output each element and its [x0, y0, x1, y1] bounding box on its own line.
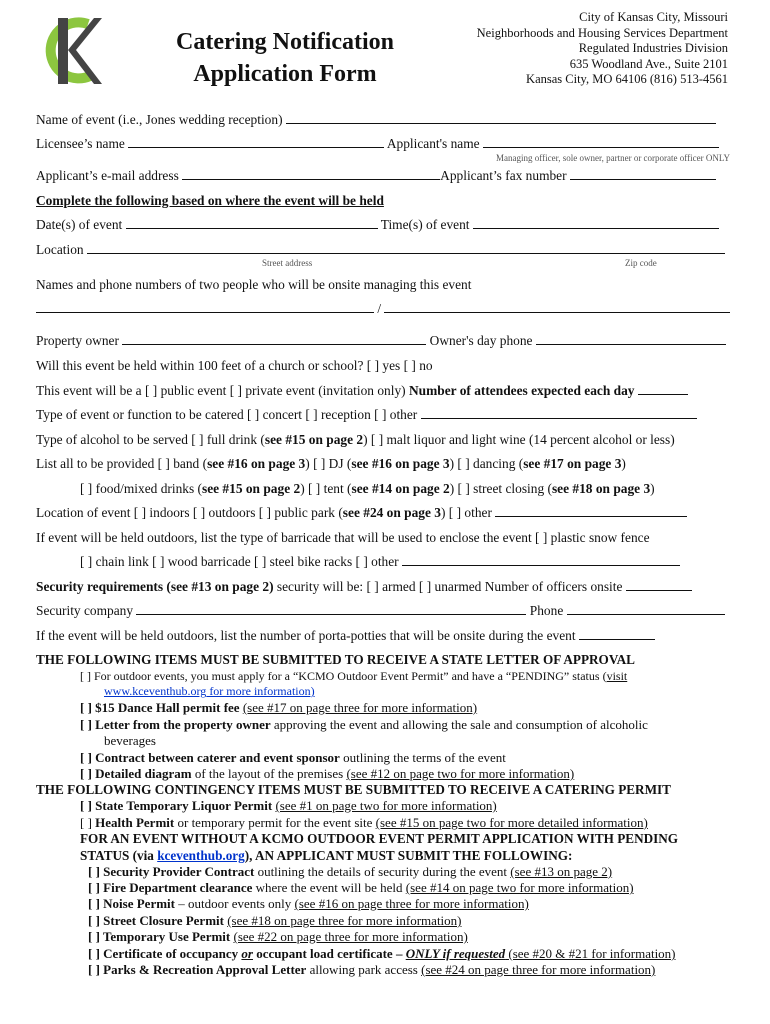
- diagram-item[interactable]: [ ] Detailed diagram of the layout of the premises (see #12 on page two for more information): [80, 766, 575, 781]
- state-letter-heading: THE FOLLOWING ITEMS MUST BE SUBMITTED TO RECEIVE A STATE LETTER OF APPROVAL: [36, 652, 635, 667]
- owner-letter-item[interactable]: [ ] Letter from the property owner approving the event and allowing the sale and consumption of alcoholic: [80, 717, 648, 732]
- without-permit-heading-2: STATUS (via kceventhub.org), AN APPLICANT MUST SUBMIT THE FOLLOWING:: [80, 848, 573, 863]
- outdoor-permit-note-cont: www.kceventhub.org for more information): [104, 684, 315, 698]
- property-owner-row[interactable]: Property owner Owner's day phone: [36, 333, 726, 349]
- contingency-heading: THE FOLLOWING CONTINGENCY ITEMS MUST BE SUBMITTED TO RECEIVE A CATERING PERMIT: [36, 782, 671, 797]
- form-title: Catering Notification Application Form: [176, 29, 394, 87]
- managers-field[interactable]: /: [36, 301, 730, 317]
- liquor-permit-item[interactable]: [ ] State Temporary Liquor Permit (see #1 on page two for more information): [80, 798, 497, 813]
- contract-item[interactable]: [ ] Contract between caterer and event sponsor outlining the terms of the event: [80, 750, 506, 765]
- location-heading: Complete the following based on where the event will be held: [36, 193, 384, 208]
- provided-row-1[interactable]: List all to be provided [ ] band (see #16 on page 3) [ ] DJ (see #16 on page 3) [ ] dancing (see #17 on page 3): [36, 456, 626, 471]
- licensee-row[interactable]: Licensee’s name Applicant's name: [36, 136, 719, 152]
- provided-row-2[interactable]: [ ] food/mixed drinks (see #15 on page 2) [ ] tent (see #14 on page 2) [ ] street closing (see #18 on page 3): [80, 481, 655, 496]
- barricade-row-2[interactable]: [ ] chain link [ ] wood barricade [ ] steel bike racks [ ] other: [80, 554, 680, 570]
- security-company-row[interactable]: Security company Phone: [36, 603, 725, 619]
- barricade-row[interactable]: If event will be held outdoors, list the type of barricade that will be used to enclose the event [ ] plastic snow fence: [36, 530, 650, 545]
- security-row[interactable]: Security requirements (see #13 on page 2) security will be: [ ] armed [ ] unarmed Number of officers onsite: [36, 579, 692, 595]
- alcohol-type-row[interactable]: Type of alcohol to be served [ ] full drink (see #15 on page 2) [ ] malt liquor and light wine (14 percent alcohol or less): [36, 432, 675, 447]
- department-address: City of Kansas City, Missouri Neighborhoods and Housing Services Department Regulated Industries Division 635 Woodland Ave., Suite 2101 Kansas City, MO 64106 (816) 513-4561: [476, 10, 728, 86]
- managers-label: Names and phone numbers of two people who will be onsite managing this event: [36, 277, 472, 292]
- event-name-field[interactable]: Name of event (i.e., Jones wedding reception): [36, 112, 716, 128]
- date-time-row[interactable]: Date(s) of event Time(s) of event: [36, 217, 719, 233]
- zip-code-label: Zip code: [625, 258, 657, 268]
- street-address-label: Street address: [262, 258, 313, 268]
- noise-permit-item[interactable]: [ ] Noise Permit – outdoor events only (see #16 on page three for more information): [88, 896, 529, 911]
- fire-clearance-item[interactable]: [ ] Fire Department clearance where the event will be held (see #14 on page two for more information): [88, 880, 634, 895]
- occupancy-item[interactable]: [ ] Certificate of occupancy or occupant load certificate – ONLY if requested (see #20 & #21 for information): [88, 946, 676, 961]
- health-permit-item[interactable]: [ ] Health Permit or temporary permit for the event site (see #15 on page two for more detailed information): [80, 815, 648, 830]
- function-type-row[interactable]: Type of event or function to be catered [ ] concert [ ] reception [ ] other: [36, 407, 697, 423]
- parks-approval-item[interactable]: [ ] Parks & Recreation Approval Letter allowing park access (see #24 on page three for more information): [88, 962, 656, 977]
- owner-letter-cont: beverages: [104, 733, 156, 748]
- without-permit-heading: FOR AN EVENT WITHOUT A KCMO OUTDOOR EVENT PERMIT APPLICATION WITH PENDING: [80, 831, 679, 846]
- porta-potties-row[interactable]: If the event will be held outdoors, list the number of porta-potties that will be onsite during the event: [36, 628, 655, 644]
- street-closure-item[interactable]: [ ] Street Closure Permit (see #18 on page three for more information): [88, 913, 462, 928]
- security-contract-item[interactable]: [ ] Security Provider Contract outlining the details of security during the event (see #13 on page 2): [88, 864, 613, 879]
- kceventhub-link[interactable]: www.kceventhub.org: [104, 684, 207, 698]
- temporary-use-item[interactable]: [ ] Temporary Use Permit (see #22 on page three for more information): [88, 929, 468, 944]
- applicant-note: Managing officer, sole owner, partner or corporate officer ONLY: [496, 153, 730, 163]
- dance-hall-fee-item[interactable]: [ ] $15 Dance Hall permit fee (see #17 on page three for more information): [80, 700, 478, 715]
- event-type-row[interactable]: This event will be a [ ] public event [ ] private event (invitation only) Number of attendees expected each day: [36, 383, 688, 399]
- email-row[interactable]: Applicant’s e-mail address Applicant’s fax number: [36, 168, 716, 184]
- kc-logo: [36, 14, 104, 86]
- event-location-row[interactable]: Location of event [ ] indoors [ ] outdoors [ ] public park (see #24 on page 3) [ ] other: [36, 505, 687, 521]
- kceventhub-link-2[interactable]: kceventhub.org: [157, 848, 245, 863]
- outdoor-permit-note[interactable]: [ ] For outdoor events, you must apply for a “KCMO Outdoor Event Permit” and have a “PENDING” status (visit: [80, 669, 628, 683]
- location-field[interactable]: Location: [36, 242, 725, 258]
- church-question[interactable]: Will this event be held within 100 feet of a church or school? [ ] yes [ ] no: [36, 358, 433, 373]
